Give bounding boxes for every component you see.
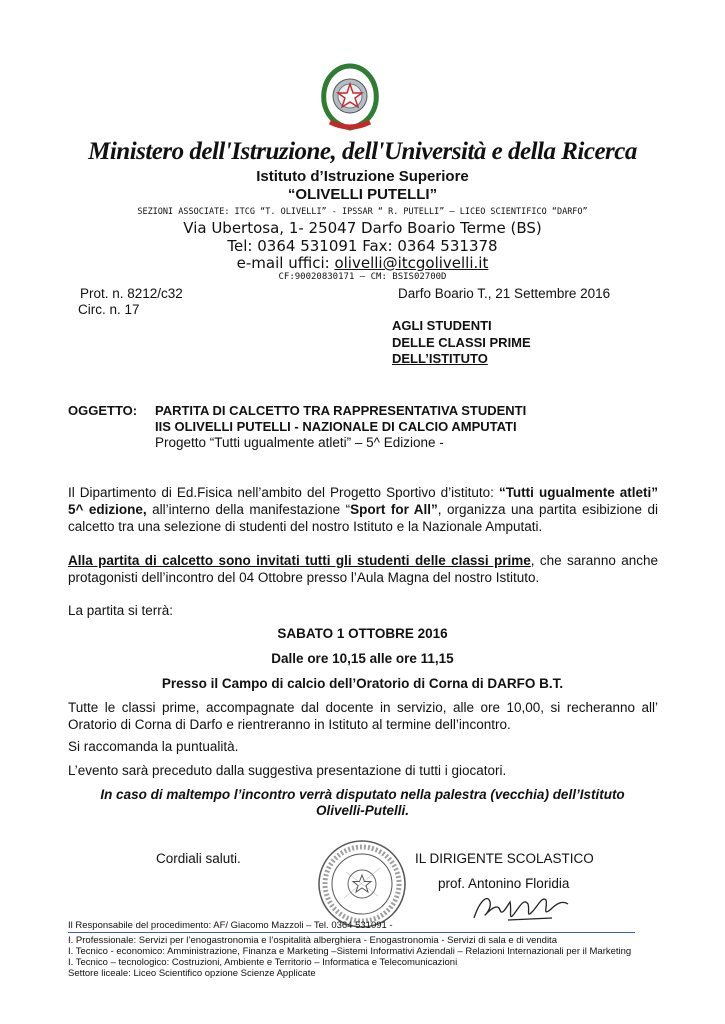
school-address: Via Ubertosa, 1- 25047 Darfo Boario Terme (BS)	[183, 219, 542, 237]
footer-lyceum: Settore liceale: Liceo Scientifico opzione Scienze Applicate	[68, 968, 316, 979]
bad-weather-line-2: Olivelli-Putelli.	[315, 803, 410, 818]
school-name: “OLIVELLI PUTELLI”	[287, 186, 438, 203]
principal-signature-icon	[468, 888, 580, 928]
procedure-responsible: Il Responsabile del procedimento: AF/ Giacomo Mazzoli – Tel. 0364 531091 -	[68, 920, 393, 931]
fiscal-codes: CF:90020830171 – CM: BSIS02700D	[278, 272, 447, 282]
email-label: e-mail uffici:	[236, 254, 335, 272]
presentation-note: L’evento sarà preceduto dalla suggestiva presentazione di tutti i giocatori.	[68, 763, 507, 778]
punctuality-note: Si raccomanda la puntualità.	[68, 739, 239, 754]
school-type: Istituto d’Istruzione Superiore	[256, 168, 469, 185]
school-phone: Tel: 0364 531091 Fax: 0364 531378	[227, 237, 498, 255]
intro-text-3: , organizza una partita esibizione di calcetto tra una selezione di studenti del nostro Istituto e la Nazionale Amputati.	[68, 502, 659, 534]
subject-line-3: Progetto “Tutti ugualmente atleti” – 5^ Edizione -	[155, 435, 444, 450]
recipients-line-1: AGLI STUDENTI	[392, 318, 492, 333]
ministry-name: Ministero dell'Istruzione, dell'Università e della Ricerca	[88, 138, 637, 165]
place-and-date: Darfo Boario T., 21 Settembre 2016	[398, 286, 611, 301]
paragraph-invitation	[68, 552, 658, 586]
email-line	[0, 254, 725, 272]
footer-professional: I. Professionale: Servizi per l’enogastronomia e l’ospitalità alberghiera - Enogastronomia - Servizi di sala e di vendita	[68, 935, 557, 946]
intro-text: Il Dipartimento di Ed.Fisica nell’ambito del Progetto Sportivo d’istituto:	[68, 485, 499, 500]
footer-divider	[68, 932, 635, 933]
circular-number: Circ. n. 17	[78, 302, 140, 317]
email-link[interactable]: olivelli@itcgolivelli.it	[334, 254, 489, 272]
event-name: Sport for All”	[350, 502, 438, 517]
recipients-line-3: DELL’ISTITUTO	[392, 351, 488, 366]
principal-name: prof. Antonino Floridia	[438, 876, 570, 891]
principal-role: IL DIRIGENTE SCOLASTICO	[415, 851, 594, 866]
project-name: “Tutti ugualmente atleti” 5^ edizione,	[68, 485, 658, 517]
footer-technological: I. Tecnico – tecnologico: Costruzioni, Ambiente e Territorio – Informatica e Telecomunicazioni	[68, 957, 458, 968]
invitation-text: , che saranno anche protagonisti dell’incontro del 04 Ottobre presso l’Aula Magna del nostro Istituto.	[68, 553, 658, 585]
recipients-line-2: DELLE CLASSI PRIME	[392, 335, 531, 350]
bad-weather-line-1: In caso di maltempo l’incontro verrà disputato nella palestra (vecchia) dell’Istituto	[100, 787, 625, 802]
intro-text-2: all’interno della manifestazione “	[146, 502, 351, 517]
italian-republic-emblem-icon	[320, 62, 380, 134]
footer-economic: I. Tecnico - economico: Amministrazione, Finanza e Marketing –Sistemi Informativi Aziendali – Relazioni Internazionali per il Marketing	[68, 946, 632, 957]
invitation-highlight: Alla partita di calcetto sono invitati tutti gli studenti delle classi prime	[68, 553, 531, 568]
subject-line-1: PARTITA DI CALCETTO TRA RAPPRESENTATIVA STUDENTI	[155, 403, 527, 418]
match-time: Dalle ore 10,15 alle ore 11,15	[271, 651, 454, 666]
match-date: SABATO 1 OTTOBRE 2016	[277, 626, 448, 641]
protocol-number: Prot. n. 8212/c32	[80, 286, 183, 301]
subject-label: OGGETTO:	[68, 403, 138, 418]
paragraph-intro	[68, 484, 658, 535]
associated-sections: SEZIONI ASSOCIATE: ITCG “T. OLIVELLI” - IPSSAR “ R. PUTELLI” – LICEO SCIENTIFICO “DARFO”	[137, 207, 588, 217]
match-place: Presso il Campo di calcio dell’Oratorio di Corna di DARFO B.T.	[161, 676, 564, 691]
school-stamp-icon	[316, 838, 408, 930]
subject-line-2: IIS OLIVELLI PUTELLI - NAZIONALE DI CALCIO AMPUTATI	[155, 419, 517, 434]
greeting: Cordiali saluti.	[156, 851, 241, 866]
paragraph-logistics: Tutte le classi prime, accompagnate dal docente in servizio, alle ore 10,00, si recheranno all’ Oratorio di Corna di Darfo e rientreranno in Istituto al termine dell’incontro.	[68, 700, 658, 732]
match-intro: La partita si terrà:	[68, 603, 174, 618]
